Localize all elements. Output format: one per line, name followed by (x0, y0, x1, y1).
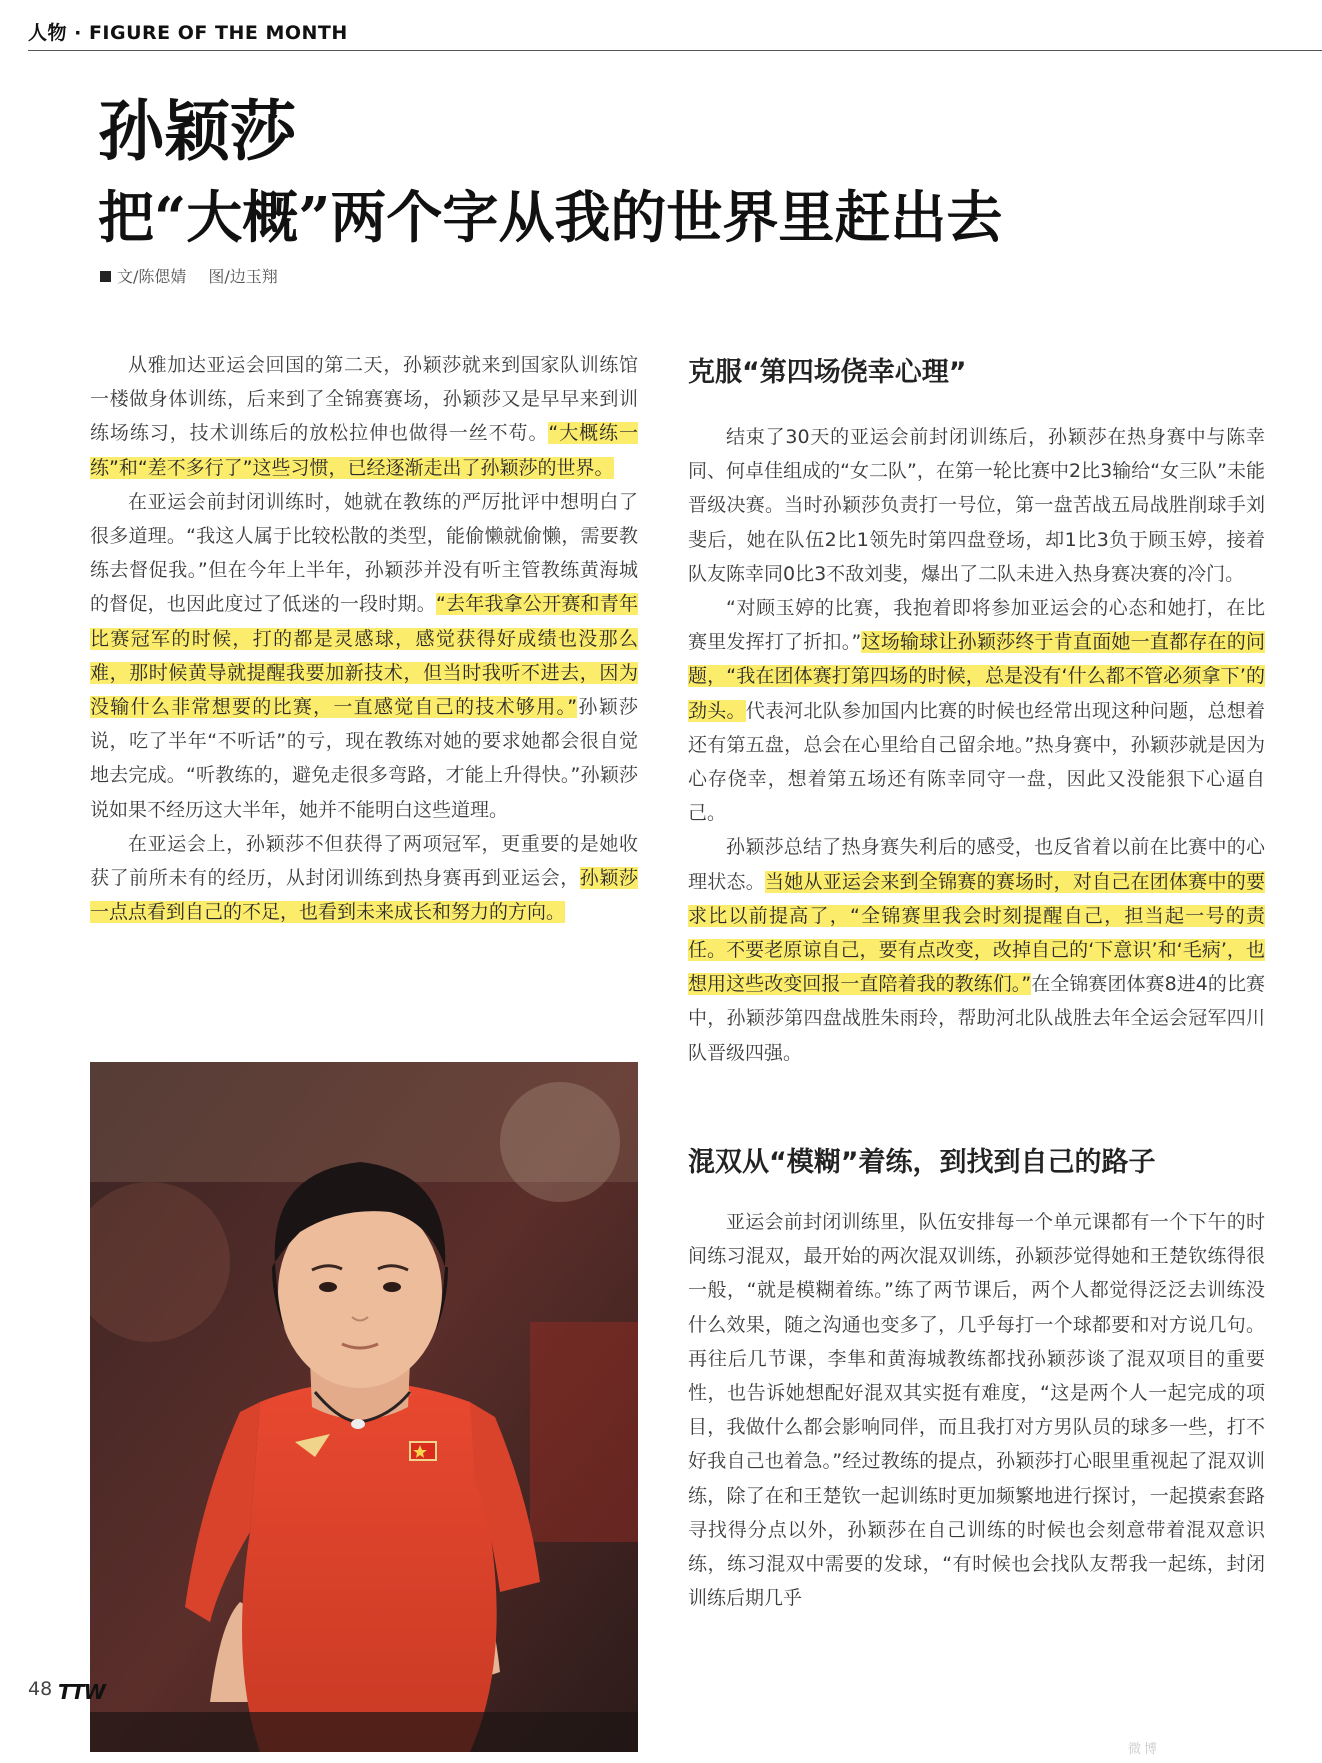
highlighted-text: “去年我拿公开赛和青年比赛冠军的时候，打的都是灵感球，感觉获得好成绩也没那么难，那时候黄导就提醒我要加新技术，但当时我听不进去，因为没输什么非常想要的比赛，一直感觉自己的技术够用。” (90, 593, 638, 719)
athlete-photo (90, 1062, 638, 1752)
paragraph: 从雅加达亚运会回国的第二天，孙颖莎就来到国家队训练馆一楼做身体训练，后来到了全锦赛赛场，孙颖莎又是早早来到训练场练习，技术训练后的放松拉伸也做得一丝不苟。“大概练一练”和“差不多行了”这些习惯，已经逐渐走出了孙颖莎的世界。 (90, 354, 638, 479)
section-heading: 克服“第四场侥幸心理” (688, 357, 967, 388)
article-title: 孙颖莎 (98, 92, 296, 170)
left-column (90, 348, 638, 929)
highlighted-text: 孙颖莎一点点看到自己的不足，也看到未来成长和努力的方向。 (90, 867, 638, 924)
magazine-logo: TTW (58, 1680, 105, 1704)
header-rule (28, 50, 1322, 51)
byline (100, 264, 278, 287)
paragraph: 在亚运会前封闭训练时，她就在教练的严厉批评中想明白了很多道理。“我这人属于比较松散的类型，能偷懒就偷懒，需要教练去督促我。”但在今年上半年，孙颖莎并没有听主管教练黄海城的督促，也因此度过了低迷的一段时期。“去年我拿公开赛和青年比赛冠军的时候，打的都是灵感球，感觉获得好成绩也没那么难，那时候黄导就提醒我要加新技术，但当时我听不进去，因为没输什么非常想要的比赛，一直感觉自己的技术够用。”孙颖莎说，吃了半年“不听话”的亏，现在教练对她的要求她都会很自觉地去完成。“听教练的，避免走很多弯路，才能上升得快。”孙颖莎说如果不经历这大半年，她并不能明白这些道理。 (90, 490, 638, 821)
section-header: 人物 · FIGURE OF THE MONTH (28, 22, 348, 44)
page-number: 48 (28, 1678, 53, 1700)
paragraph: 结束了30天的亚运会前封闭训练后，孙颖莎在热身赛中与陈幸同、何卓佳组成的“女二队”，在第一轮比赛中2比3输给“女三队”未能晋级决赛。当时孙颖莎负责打一号位，第一盘苦战五局战胜削球手刘斐后，她在队伍2比1领先时第四盘登场，却1比3负于顾玉婷，接着队友陈幸同0比3不敌刘斐，爆出了二队未进入热身赛决赛的冷门。 (688, 426, 1265, 585)
section-heading: 混双从“模糊”着练，到找到自己的路子 (688, 1147, 1156, 1178)
byline-author: 文/陈偲婧 (117, 267, 187, 286)
right-column-part-2 (688, 1205, 1265, 1615)
byline-square-icon (100, 271, 111, 282)
article-subtitle: 把“大概”两个字从我的世界里赶出去 (98, 185, 1003, 251)
right-column-part-1 (688, 420, 1265, 1070)
paragraph: “对顾玉婷的比赛，我抱着即将参加亚运会的心态和她打，在比赛里发挥打了折扣。”这场输球让孙颖莎终于肯直面她一直都存在的问题，“我在团体赛打第四场的时候，总是没有‘什么都不管必须拿下’的劲头。代表河北队参加国内比赛的时候也经常出现这种问题，总想着还有第五盘，总会在心里给自己留余地。”热身赛中，孙颖莎就是因为心存侥幸，想着第五场还有陈幸同守一盘，因此又没能狠下心逼自己。 (688, 597, 1265, 825)
paragraph: 亚运会前封闭训练里，队伍安排每一个单元课都有一个下午的时间练习混双，最开始的两次混双训练，孙颖莎觉得她和王楚钦练得很一般，“就是模糊着练。”练了两节课后，两个人都觉得泛泛去训练没什么效果，随之沟通也变多了，几乎每打一个球都要和对方说几句。再往后几节课，李隼和黄海城教练都找孙颖莎谈了混双项目的重要性，也告诉她想配好混双其实挺有难度，“这是两个人一起完成的项目，我做什么都会影响同伴，而且我打对方男队员的球多一些，打不好我自己也着急。”经过教练的提点，孙颖莎打心眼里重视起了混双训练，除了在和王楚钦一起训练时更加频繁地进行探讨，一起摸索套路寻找得分点以外，孙颖莎在自己训练的时候也会刻意带着混双意识练，练习混双中需要的发球，“有时候也会找队友帮我一起练，封闭训练后期几乎 (688, 1211, 1265, 1610)
byline-photographer: 图/边玉翔 (208, 267, 278, 286)
paragraph: 在亚运会上，孙颖莎不但获得了两项冠军，更重要的是她收获了前所未有的经历，从封闭训练到热身赛再到亚运会，孙颖莎一点点看到自己的不足，也看到未来成长和努力的方向。 (90, 832, 638, 924)
highlighted-text: 这场输球让孙颖莎终于肯直面她一直都存在的问题，“我在团体赛打第四场的时候，总是没有‘什么都不管必须拿下’的劲头。 (688, 631, 1265, 722)
highlighted-text: “大概练一练”和“差不多行了”这些习惯，已经逐渐走出了孙颖莎的世界。 (90, 422, 638, 479)
paragraph: 孙颖莎总结了热身赛失利后的感受，也反省着以前在比赛中的心理状态。当她从亚运会来到全锦赛的赛场时，对自己在团体赛中的要求比以前提高了，“全锦赛里我会时刻提醒自己，担当起一号的责任。不要老原谅自己，要有点改变，改掉自己的‘下意识’和‘毛病’，也想用这些改变回报一直陪着我的教练们。”在全锦赛团体赛8进4的比赛中，孙颖莎第四盘战胜朱雨玲，帮助河北队战胜去年全运会冠军四川队晋级四强。 (688, 836, 1265, 1064)
watermark: 微博 (1128, 1742, 1161, 1757)
highlighted-text: 当她从亚运会来到全锦赛的赛场时，对自己在团体赛中的要求比以前提高了，“全锦赛里我会时刻提醒自己，担当起一号的责任。不要老原谅自己，要有点改变，改掉自己的‘下意识’和‘毛病’，也想用这些改变回报一直陪着我的教练们。” (688, 870, 1265, 996)
